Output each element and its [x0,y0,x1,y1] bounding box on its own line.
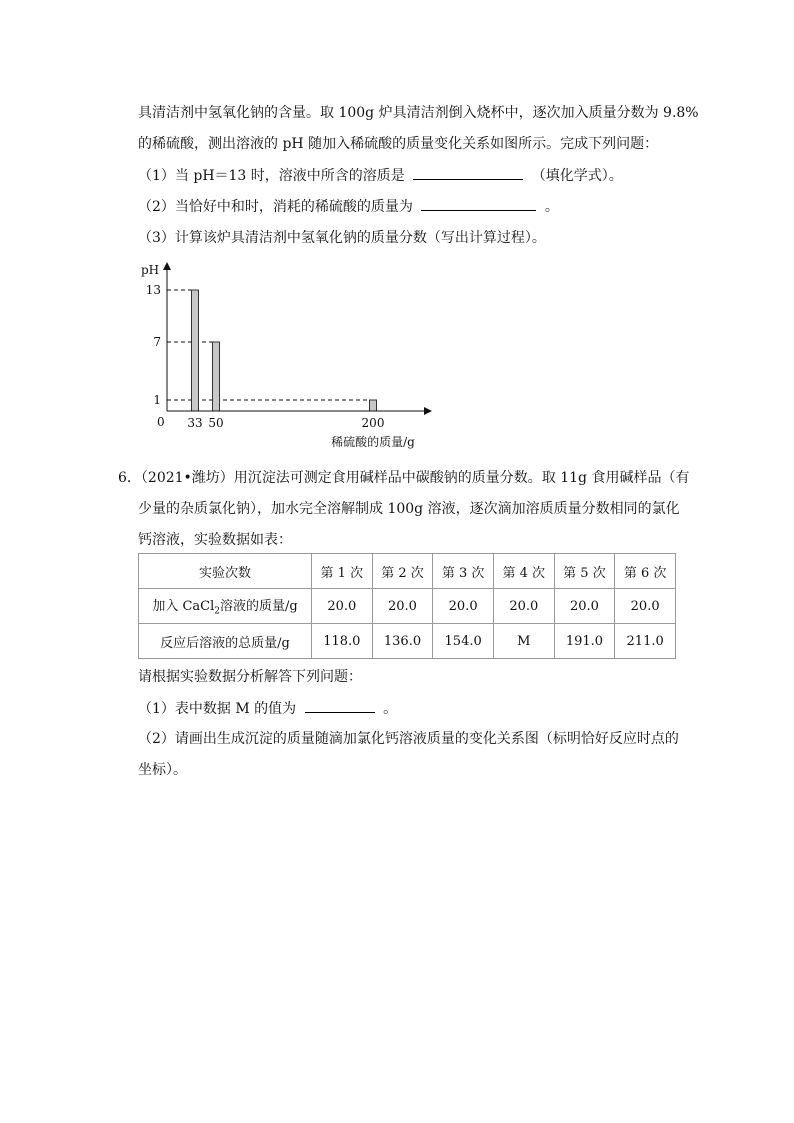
row-label [139,589,312,624]
y-tick-label: 13 [145,283,161,297]
problem6-analysis: 请根据实验数据分析解答下列问题： [138,669,362,685]
table-header-label: 实验次数 [139,554,312,589]
m-value-answer-blank[interactable] [305,698,375,713]
table-cell: 154.0 [433,624,494,659]
x-tick-label: 50 [208,416,224,430]
column-header: 第 2 次 [372,554,433,589]
column-header: 第 1 次 [312,554,373,589]
table-cell: M [493,624,554,659]
question2-text: （2）当恰好中和时，消耗的稀硫酸的质量为 [138,199,413,215]
table-header-row [139,554,676,589]
y-tick-label: 7 [153,335,161,349]
table-cell: 211.0 [615,624,676,659]
row-label: 反应后溶液的总质量/g [139,624,312,659]
problem6-question1 [138,698,397,719]
table-cell: 20.0 [433,589,494,624]
problem6-intro-line3: 钙溶液，实验数据如表： [138,532,292,548]
problem5-question3: （3）计算该炉具清洁剂中氢氧化钠的质量分数（写出计算过程）。 [138,230,546,246]
column-header: 第 3 次 [433,554,494,589]
question2-answer-blank[interactable] [421,196,536,211]
column-header: 第 4 次 [493,554,554,589]
table-cell: 20.0 [312,589,373,624]
table-row-cacl2-added [139,589,676,624]
x-axis-label: 稀硫酸的质量/g [331,435,415,449]
problem6-question2-line1: （2）请画出生成沉淀的质量随滴加氯化钙溶液质量的变化关系图（标明恰好反应时点的 [138,731,679,747]
problem6-intro-line2: 少量的杂质氯化钠），加水完全溶解制成 100g 溶液，逐次滴加溶质质量分数相同的氯化 [138,501,680,517]
row-label-prefix: 加入 CaCl [152,599,215,615]
question1-suffix: 。 [383,701,398,717]
table-cell: 20.0 [493,589,554,624]
column-header: 第 6 次 [615,554,676,589]
question1-text: （1）当 pH＝13 时，溶液中所含的溶质是 [138,168,405,184]
table-cell: 136.0 [372,624,433,659]
y-tick-label: 1 [153,393,161,407]
x-tick-labels [187,416,384,430]
bars [192,290,377,411]
bar-50 [213,342,220,411]
column-header: 第 5 次 [554,554,615,589]
question2-suffix: 。 [544,199,559,215]
experiment-data-table [138,553,676,659]
question1-answer-blank[interactable] [413,165,523,180]
row-label-suffix: 溶液的质量/g [219,599,298,615]
origin-label: 0 [157,415,165,429]
table-cell: 20.0 [554,589,615,624]
problem6-question2-line2: 坐标）。 [138,762,187,778]
row-label-subscript: 2 [214,606,220,617]
x-tick-label: 200 [361,416,385,430]
problem6-intro-line1: 6．（2021•潍坊）用沉淀法可测定食用碱样品中碳酸钠的质量分数。取 11g 食用碱样品（有 [118,470,690,486]
y-tick-labels [146,283,161,407]
ph-chart [130,256,450,452]
table-row-total-mass [139,624,676,659]
table-cell: 191.0 [554,624,615,659]
table-cell: 20.0 [372,589,433,624]
bar-200 [370,400,377,411]
x-tick-label: 33 [187,416,203,430]
problem5-intro-line1: 具清洁剂中氢氧化钠的含量。取 100g 炉具清洁剂倒入烧杯中，逐次加入质量分数为 9.8% [138,105,699,121]
question1-suffix: （填化学式）。 [531,168,623,184]
table-cell: 20.0 [615,589,676,624]
problem5-question1 [138,165,623,186]
y-axis-label: pH [141,263,160,277]
bar-33 [192,290,199,411]
question1-text: （1）表中数据 M 的值为 [138,701,297,717]
problem5-intro-line2: 的稀硫酸，测出溶液的 pH 随加入稀硫酸的质量变化关系如图所示。完成下列问题： [138,136,659,152]
table-cell: 118.0 [312,624,373,659]
problem5-question2 [138,196,559,217]
